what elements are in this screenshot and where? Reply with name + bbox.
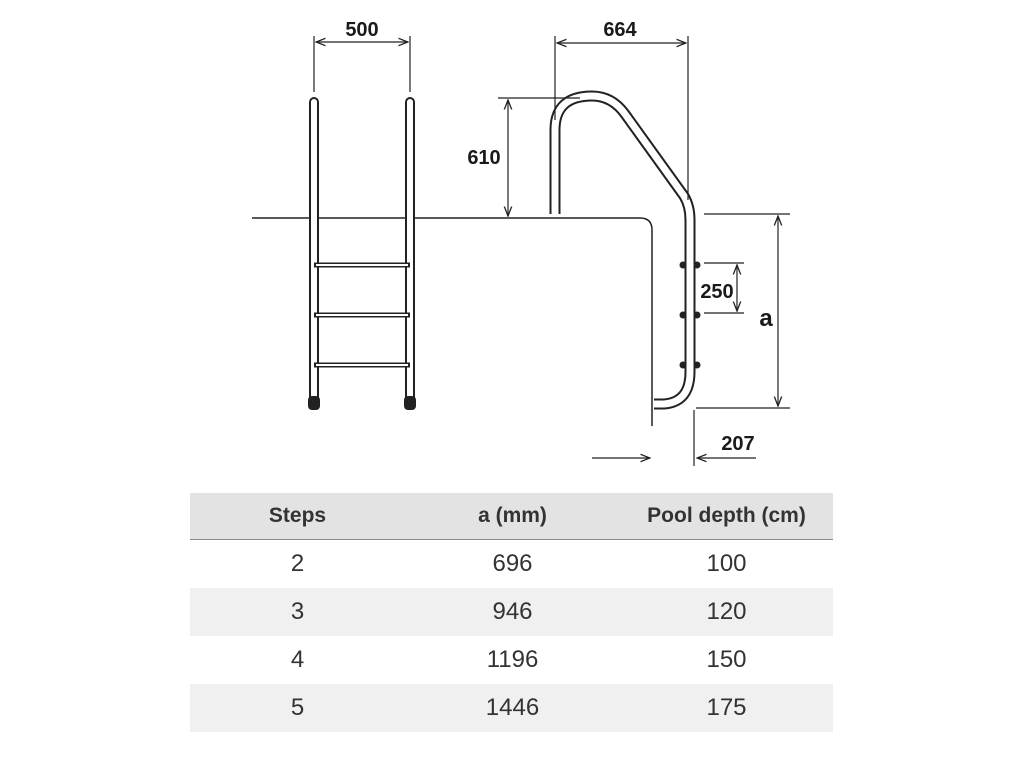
table-header-row — [190, 493, 833, 540]
cell-pool-depth: 150 — [620, 636, 833, 684]
table-row — [190, 636, 833, 684]
right-rail-foot — [404, 396, 416, 410]
dimension-a — [696, 214, 790, 408]
cell-a-mm: 1196 — [405, 636, 620, 684]
header-pool-depth: Pool depth (cm) — [620, 493, 833, 540]
ladder-front-view — [308, 102, 416, 410]
cell-steps: 4 — [190, 636, 405, 684]
table-row — [190, 684, 833, 732]
cell-steps: 5 — [190, 684, 405, 732]
dimension-610 — [498, 98, 580, 216]
cell-pool-depth: 100 — [620, 540, 833, 589]
dimension-207-label: 207 — [721, 433, 755, 455]
dimension-250-label: 250 — [700, 281, 734, 303]
dimension-500 — [314, 36, 410, 92]
cell-steps: 3 — [190, 588, 405, 636]
header-steps: Steps — [190, 493, 405, 540]
table-row — [190, 588, 833, 636]
cell-a-mm: 1446 — [405, 684, 620, 732]
cell-a-mm: 696 — [405, 540, 620, 589]
cell-pool-depth: 175 — [620, 684, 833, 732]
ladder-side-view — [555, 96, 701, 404]
dimension-664-label: 664 — [603, 19, 637, 41]
cell-steps: 2 — [190, 540, 405, 589]
header-a-mm: a (mm) — [405, 493, 620, 540]
dimension-610-label: 610 — [467, 147, 501, 169]
cell-a-mm: 946 — [405, 588, 620, 636]
left-rail-foot — [308, 396, 320, 410]
dimension-500-label: 500 — [345, 19, 379, 41]
table-row — [190, 540, 833, 589]
dimension-a-label: a — [759, 305, 773, 332]
cell-pool-depth: 120 — [620, 588, 833, 636]
side-handrail — [555, 96, 690, 404]
ladder-spec-table — [190, 493, 833, 732]
